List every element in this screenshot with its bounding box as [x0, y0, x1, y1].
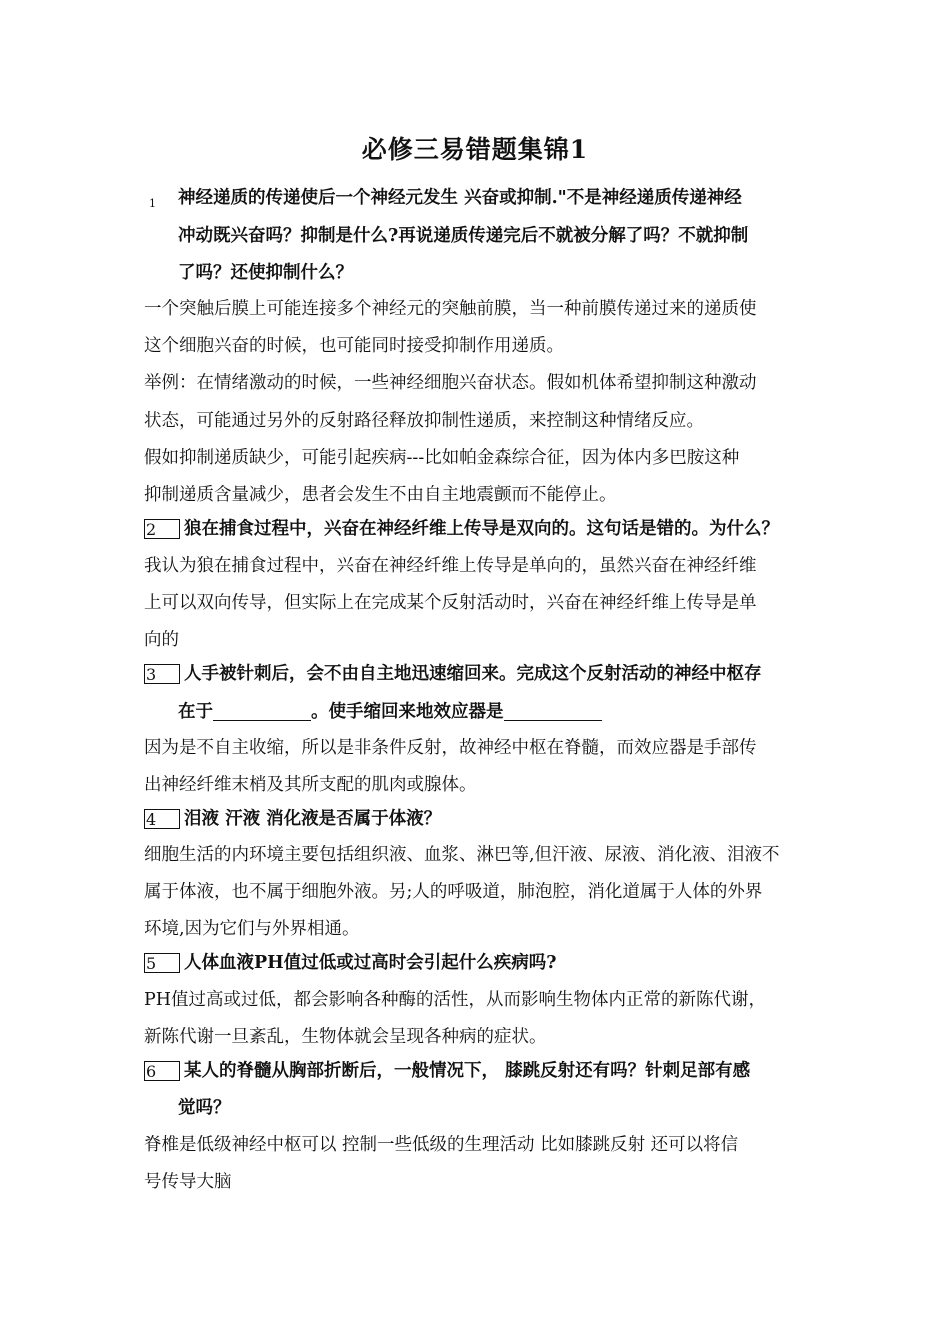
page-title: 必修三易错题集锦1 — [361, 135, 589, 164]
question-1-line-3: 了吗？还使抑制什么？ — [178, 263, 353, 283]
question-6-line-2: 觉吗？ — [178, 1098, 231, 1118]
fill-blank-1[interactable] — [213, 700, 311, 721]
answer-1-line-6: 抑制递质含量减少，患者会发生不由自主地震颤而不能停止。 — [144, 485, 617, 505]
answer-3-line-1: 因为是不自主收缩，所以是非条件反射，故神经中枢在脊髓，而效应器是手部传 — [144, 738, 757, 758]
answer-4-line-2: 属于体液，也不属于细胞外液。另;人的呼吸道，肺泡腔，消化道属于人体的外界 — [144, 882, 763, 902]
answer-1-line-1: 一个突触后膜上可能连接多个神经元的突触前膜，当一种前膜传递过来的递质使 — [144, 299, 757, 319]
answer-1-line-2: 这个细胞兴奋的时候，也可能同时接受抑制作用递质。 — [144, 336, 564, 356]
answer-5-line-1: PH值过高或过低，都会影响各种酶的活性，从而影响生物体内正常的新陈代谢， — [144, 990, 767, 1010]
answer-1-line-5: 假如抑制递质缺少，可能引起疾病---比如帕金森综合征，因为体内多巴胺这种 — [144, 448, 740, 468]
answer-2-line-1: 我认为狼在捕食过程中，兴奋在神经纤维上传导是单向的，虽然兴奋在神经纤维 — [144, 556, 757, 576]
question-3-number-box: 3 — [144, 664, 180, 684]
question-4-number-box: 4 — [144, 809, 180, 829]
question-3-line-1: 人手被针刺后，会不由自主地迅速缩回来。完成这个反射活动的神经中枢存 — [184, 664, 762, 684]
answer-4-line-1: 细胞生活的内环境主要包括组织液、血浆、淋巴等,但汗液、尿液、消化液、泪液不 — [144, 845, 780, 865]
answer-2-line-2: 上可以双向传导，但实际上在完成某个反射活动时，兴奋在神经纤维上传导是单 — [144, 593, 757, 613]
answer-1-line-4: 状态，可能通过另外的反射路径释放抑制性递质，来控制这种情绪反应。 — [144, 411, 704, 431]
question-6-line-1: 某人的脊髓从胸部折断后，一般情况下， 膝跳反射还有吗？针刺足部有感 — [184, 1061, 751, 1081]
question-1-line-2: 冲动既兴奋吗？抑制是什么?再说递质传递完后不就被分解了吗？不就抑制 — [178, 226, 749, 246]
fill-blank-2[interactable] — [504, 700, 602, 721]
answer-5-line-2: 新陈代谢一旦紊乱，生物体就会呈现各种病的症状。 — [144, 1027, 547, 1047]
question-3-prefix: 在于 — [178, 702, 213, 722]
question-5-text: 人体血液PH值过低或过高时会引起什么疾病吗? — [184, 953, 557, 973]
question-3-middle: 。使手缩回来地效应器是 — [311, 702, 504, 722]
answer-6-line-2: 号传导大脑 — [144, 1172, 232, 1192]
question-6-number-box: 6 — [144, 1061, 180, 1081]
answer-6-line-1: 脊椎是低级神经中枢可以 控制一些低级的生理活动 比如膝跳反射 还可以将信 — [144, 1135, 739, 1155]
question-4-text: 泪液 汗液 消化液是否属于体液？ — [184, 809, 442, 829]
answer-4-line-3: 环境,因为它们与外界相通。 — [144, 919, 360, 939]
question-2-number-box: 2 — [144, 519, 180, 539]
question-1-line-1: 神经递质的传递使后一个神经元发生 兴奋或抑制."不是神经递质传递神经 — [178, 188, 742, 208]
question-2-text: 狼在捕食过程中，兴奋在神经纤维上传导是双向的。这句话是错的。为什么？ — [184, 519, 779, 539]
answer-1-line-3: 举例：在情绪激动的时候，一些神经细胞兴奋状态。假如机体希望抑制这种激动 — [144, 373, 757, 393]
answer-2-line-3: 向的 — [144, 630, 179, 650]
answer-3-line-2: 出神经纤维末梢及其所支配的肌肉或腺体。 — [144, 775, 477, 795]
question-1-number: 1 — [149, 197, 156, 210]
question-3-line-2 — [178, 694, 602, 730]
question-5-number-box: 5 — [144, 953, 180, 973]
